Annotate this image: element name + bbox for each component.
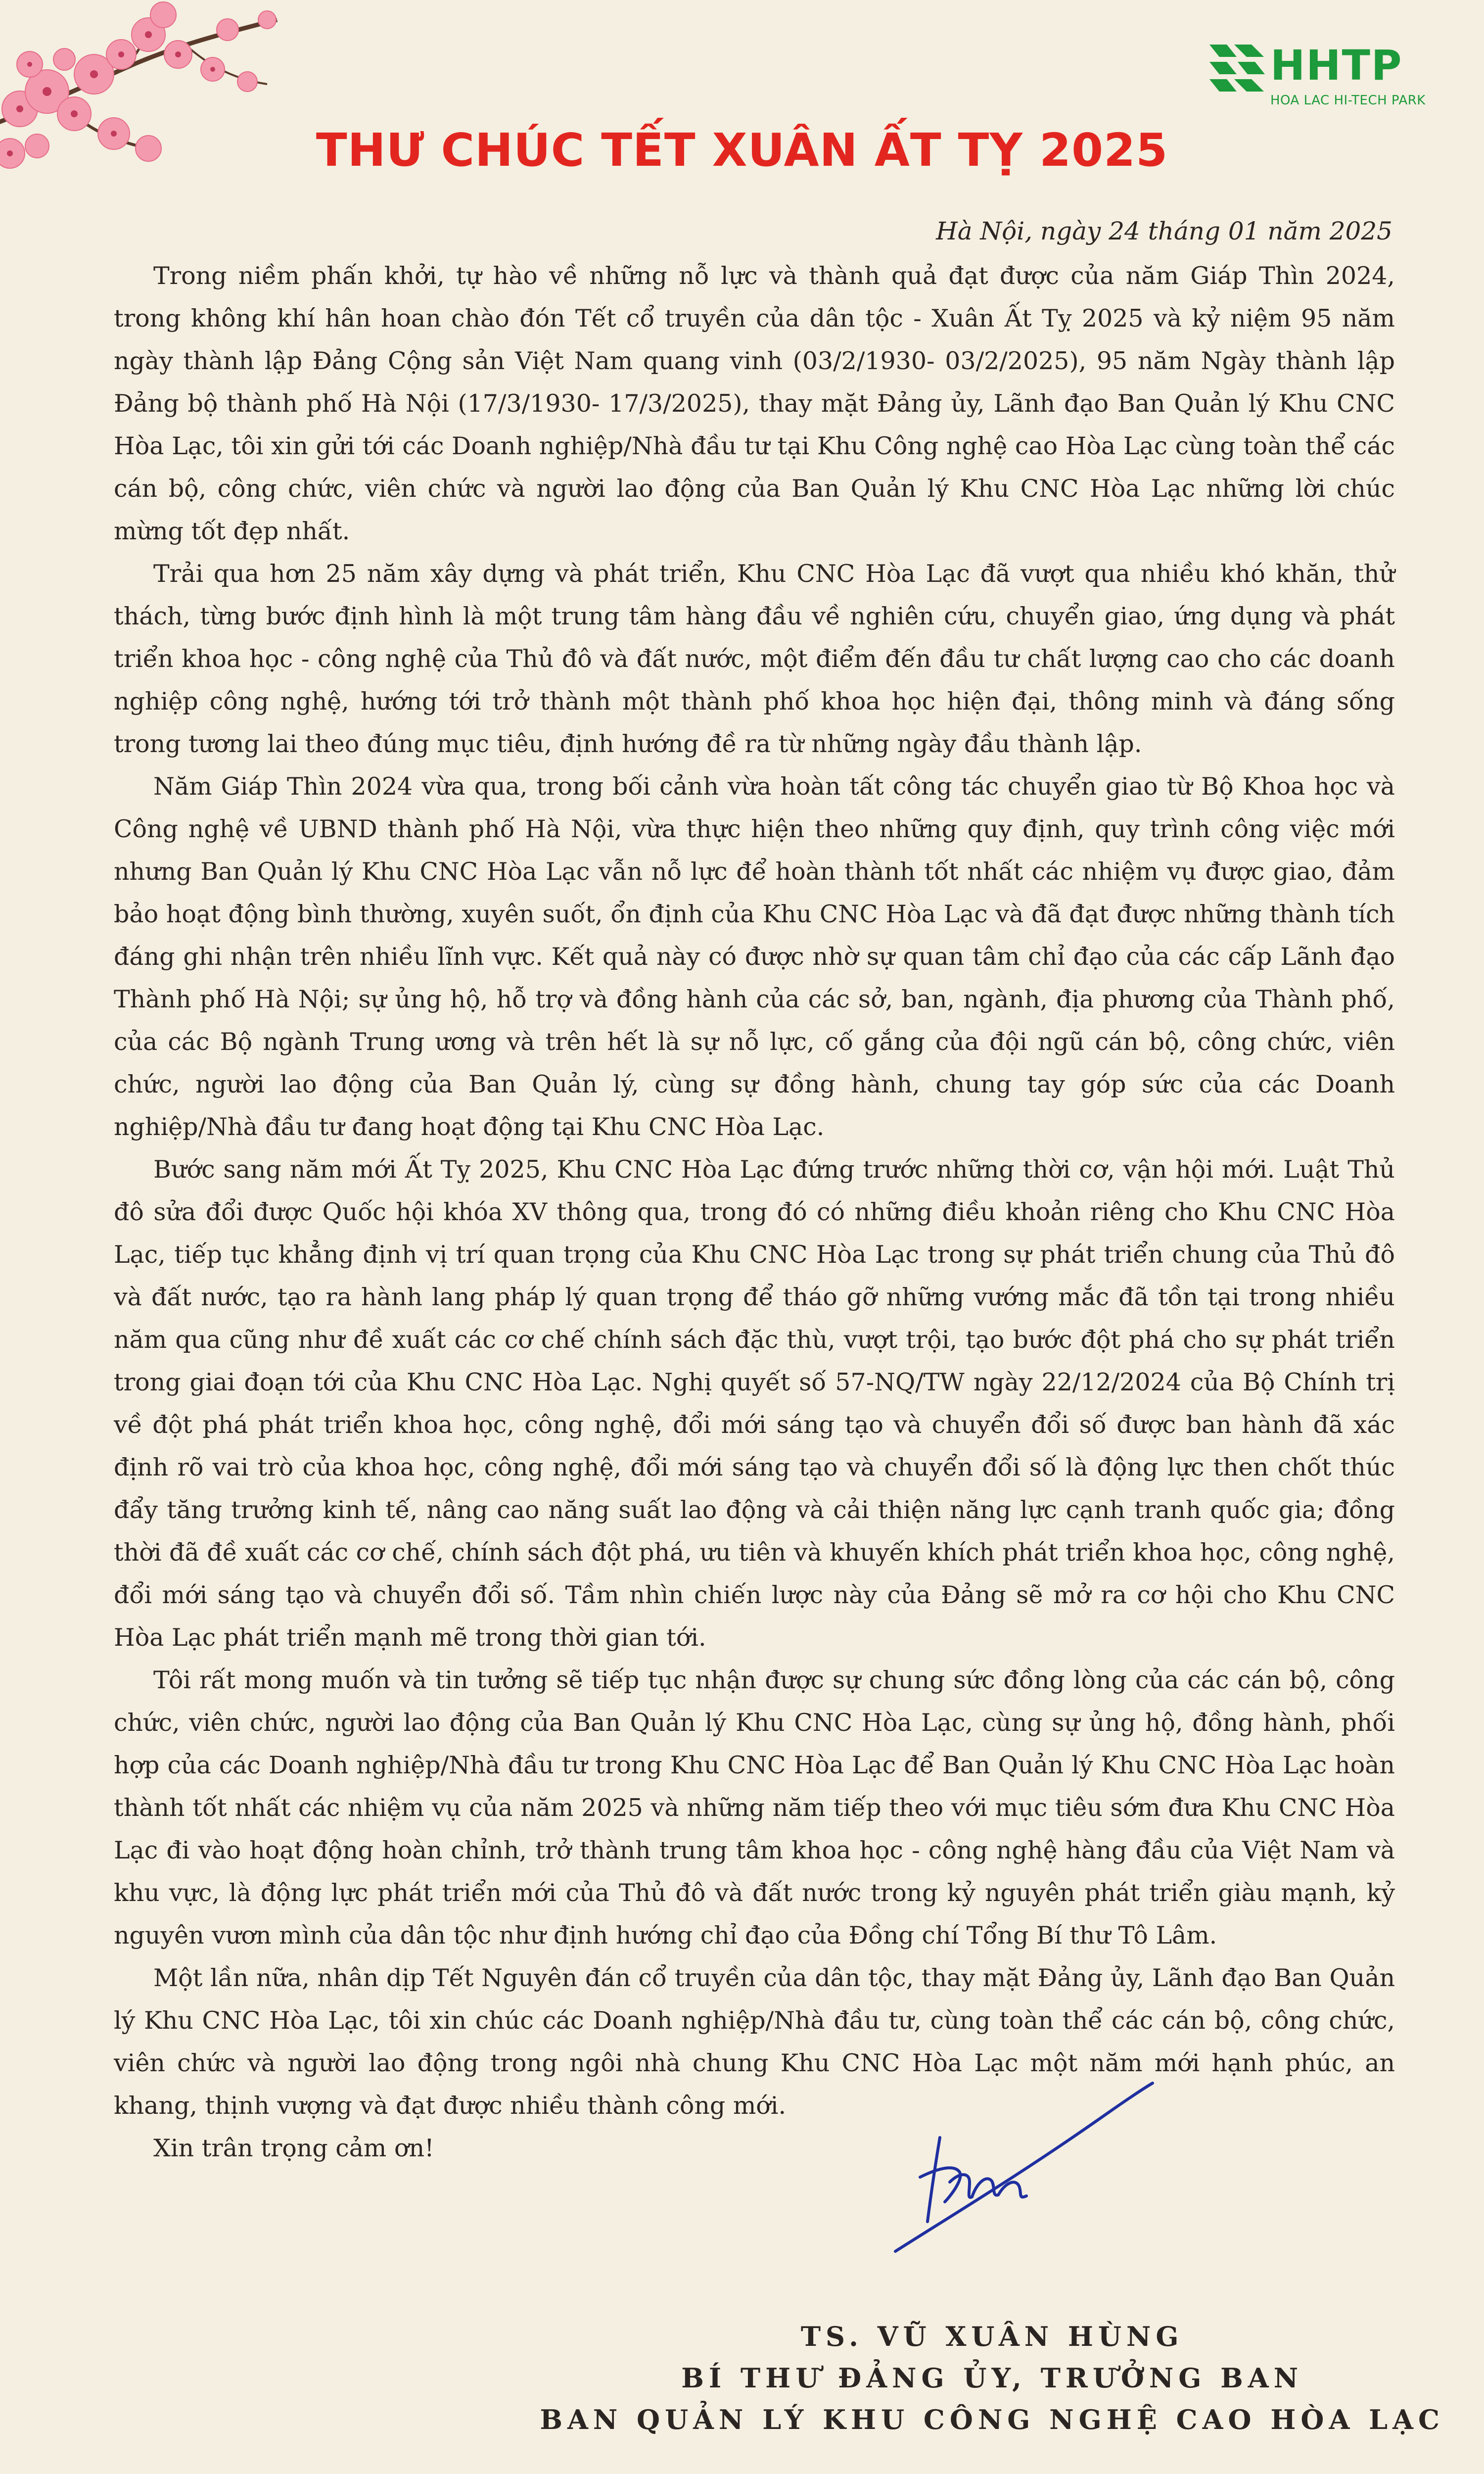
dateline: Hà Nội, ngày 24 tháng 01 năm 2025 <box>936 217 1392 245</box>
hhtp-logo-icon <box>1207 40 1266 94</box>
paragraph: Trong niềm phấn khởi, tự hào về những nỗ lực và thành quả đạt được của năm Giáp Thìn 2024, trong không khí hân hoan chào đón Tết cổ truyền của dân tộc - Xuân Ất Tỵ 2025 và kỷ niệm 95 năm ngày thành lập Đảng Cộng sản Việt Nam quang vinh (03/2/1930- 03/2/2025), 95 năm Ngày thành lập Đảng bộ thành phố Hà Nội (17/3/1930- 17/3/2025), thay mặt Đảng ủy, Lãnh đạo Ban Quản lý Khu CNC Hòa Lạc, tôi xin gửi tới các Doanh nghiệp/Nhà đầu tư tại Khu Công nghệ cao Hòa Lạc cùng toàn thể các cán bộ, công chức, viên chức và người lao động của Ban Quản lý Khu CNC Hòa Lạc những lời chúc mừng tốt đẹp nhất. <box>114 262 1395 545</box>
page-title: THƯ CHÚC TẾT XUÂN ẤT TỴ 2025 <box>316 124 1168 177</box>
signature <box>876 2053 1172 2266</box>
signer-block <box>540 2316 1444 2440</box>
signer-organization: BAN QUẢN LÝ KHU CÔNG NGHỆ CAO HÒA LẠC <box>540 2404 1444 2435</box>
logo-name: HHTP <box>1270 41 1403 90</box>
paragraph: Bước sang năm mới Ất Tỵ 2025, Khu CNC Hòa Lạc đứng trước những thời cơ, vận hội mới. Luật Thủ đô sửa đổi được Quốc hội khóa XV thông qua, trong đó có những điều khoản riêng cho Khu CNC Hòa Lạc, tiếp tục khẳng định vị trí quan trọng của Khu CNC Hòa Lạc trong sự phát triển chung của Thủ đô và đất nước, tạo ra hành lang pháp lý quan trọng để tháo gỡ những vướng mắc đã tồn tại trong nhiều năm qua cũng như đề xuất các cơ chế chính sách đặc thù, vượt trội, tạo bước đột phá cho sự phát triển trong giai đoạn tới của Khu CNC Hòa Lạc. Nghị quyết số 57-NQ/TW ngày 22/12/2024 của Bộ Chính trị về đột phá phát triển khoa học, công nghệ, đổi mới sáng tạo và chuyển đổi số được ban hành đã xác định rõ vai trò của khoa học, công nghệ, đổi mới sáng tạo và chuyển đổi số là động lực then chốt thúc đẩy tăng trưởng kinh tế, nâng cao năng suất lao động và cải thiện năng lực cạnh tranh quốc gia; đồng thời đã đề xuất các cơ chế, chính sách đột phá, ưu tiên và khuyến khích phát triển khoa học, công nghệ, đổi mới sáng tạo và chuyển đổi số. Tầm nhìn chiến lược này của Đảng sẽ mở ra cơ hội cho Khu CNC Hòa Lạc phát triển mạnh mẽ trong thời gian tới. <box>114 1155 1395 1652</box>
closing-line: Xin trân trọng cảm ơn! <box>153 2134 434 2162</box>
paragraph: Tôi rất mong muốn và tin tưởng sẽ tiếp tục nhận được sự chung sức đồng lòng của các cán bộ, công chức, viên chức, người lao động của Ban Quản lý Khu CNC Hòa Lạc, cùng sự ủng hộ, đồng hành, phối hợp của các Doanh nghiệp/Nhà đầu tư trong Khu CNC Hòa Lạc để Ban Quản lý Khu CNC Hòa Lạc hoàn thành tốt nhất các nhiệm vụ của năm 2025 và những năm tiếp theo với mục tiêu sớm đưa Khu CNC Hòa Lạc đi vào hoạt động hoàn chỉnh, trở thành trung tâm khoa học - công nghệ hàng đầu của Việt Nam và khu vực, là động lực phát triển mới của Thủ đô và đất nước trong kỷ nguyên phát triển giàu mạnh, kỷ nguyên vươn mình của dân tộc như định hướng chỉ đạo của Đồng chí Tổng Bí thư Tô Lâm. <box>114 1666 1395 1950</box>
paragraph: Một lần nữa, nhân dịp Tết Nguyên đán cổ truyền của dân tộc, thay mặt Đảng ủy, Lãnh đạo Ban Quản lý Khu CNC Hòa Lạc, tôi xin chúc các Doanh nghiệp/Nhà đầu tư, cùng toàn thể các cán bộ, công chức, viên chức và người lao động trong ngôi nhà chung Khu CNC Hòa Lạc một năm mới hạnh phúc, an khang, thịnh vượng và đạt được nhiều thành công mới. <box>114 1964 1395 2120</box>
paragraph: Trải qua hơn 25 năm xây dựng và phát triển, Khu CNC Hòa Lạc đã vượt qua nhiều khó khăn, thử thách, từng bước định hình là một trung tâm hàng đầu về nghiên cứu, chuyển giao, ứng dụng và phát triển khoa học - công nghệ của Thủ đô và đất nước, một điểm đến đầu tư chất lượng cao cho các doanh nghiệp công nghệ, hướng tới trở thành một thành phố khoa học hiện đại, thông minh và đáng sống trong tương lai theo đúng mục tiêu, định hướng đề ra từ những ngày đầu thành lập. <box>114 560 1395 758</box>
signer-name: TS. VŨ XUÂN HÙNG <box>800 2321 1184 2352</box>
hhtp-logo <box>1207 40 1426 114</box>
signer-position: BÍ THƯ ĐẢNG ỦY, TRƯỞNG BAN <box>681 2362 1303 2394</box>
logo-subtitle: HOA LAC HI-TECH PARK <box>1270 93 1426 108</box>
letter-body <box>114 255 1395 2170</box>
peach-blossom-decoration <box>0 0 317 208</box>
paragraph: Năm Giáp Thìn 2024 vừa qua, trong bối cảnh vừa hoàn tất công tác chuyển giao từ Bộ Khoa học và Công nghệ về UBND thành phố Hà Nội, vừa thực hiện theo những quy định, quy trình công việc mới nhưng Ban Quản lý Khu CNC Hòa Lạc vẫn nỗ lực để hoàn thành tốt nhất các nhiệm vụ được giao, đảm bảo hoạt động bình thường, xuyên suốt, ổn định của Khu CNC Hòa Lạc và đã đạt được những thành tích đáng ghi nhận trên nhiều lĩnh vực. Kết quả này có được nhờ sự quan tâm chỉ đạo của các cấp Lãnh đạo Thành phố Hà Nội; sự ủng hộ, hỗ trợ và đồng hành của các sở, ban, ngành, địa phương của Thành phố, của các Bộ ngành Trung ương và trên hết là sự nỗ lực, cố gắng của đội ngũ cán bộ, công chức, viên chức, người lao động của Ban Quản lý, cùng sự đồng hành, chung tay góp sức của các Doanh nghiệp/Nhà đầu tư đang hoạt động tại Khu CNC Hòa Lạc. <box>114 772 1395 1141</box>
